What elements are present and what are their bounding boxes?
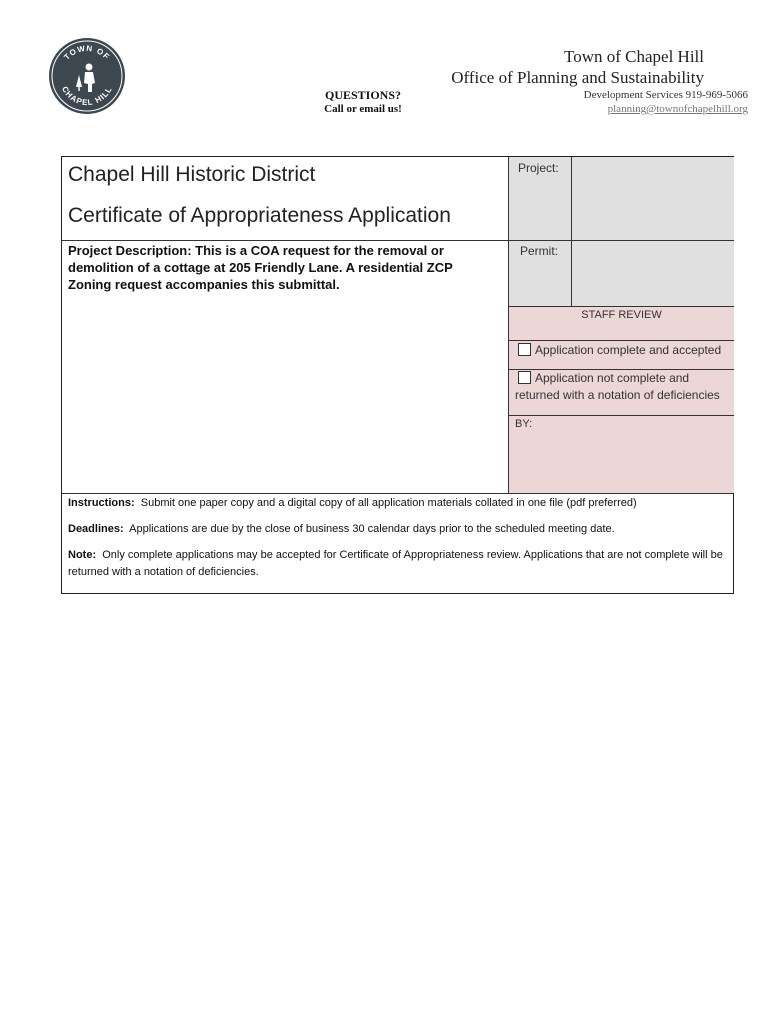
option-incomplete-label-2: returned with a notation of deficiencies	[515, 388, 720, 402]
questions-block	[300, 88, 426, 116]
form-notes	[68, 495, 728, 590]
staff-review-label: STAFF REVIEW	[581, 309, 662, 321]
option-incomplete	[518, 371, 689, 386]
general-note: Note: Only complete applications may be accepted for Certificate of Appropriateness review. Applications that are not complete will be returned with a notation of deficiencies.	[68, 549, 723, 578]
by-label: BY:	[515, 418, 533, 430]
form-subtitle: Certificate of Appropriateness Application	[68, 204, 451, 227]
contact-email-link[interactable]: planning@townofchapelhill.org	[607, 103, 748, 115]
project-field[interactable]	[572, 157, 734, 241]
contact-phone: Development Services 919-969-5066	[583, 89, 748, 101]
complete-checkbox[interactable]	[518, 343, 531, 356]
incomplete-checkbox[interactable]	[518, 371, 531, 384]
by-field[interactable]	[509, 416, 734, 493]
seal-text-top: TOWN OF	[62, 43, 112, 62]
organization-block	[451, 46, 704, 88]
questions-heading: QUESTIONS?	[324, 88, 402, 102]
permit-field[interactable]	[572, 241, 734, 307]
project-label: Project:	[518, 161, 559, 175]
org-name: Town of Chapel Hill	[564, 47, 704, 66]
application-form	[61, 156, 734, 594]
project-description: Project Description: This is a COA request for the removal or demolition of a cottage at 205 Friendly Lane. A residential ZCP Zoning request accompanies this submittal.	[68, 243, 453, 292]
option-complete-label: Application complete and accepted	[535, 343, 722, 357]
deadlines-note: Deadlines: Applications are due by the close of business 30 calendar days prior to the scheduled meeting date.	[68, 523, 615, 535]
permit-label: Permit:	[520, 244, 559, 258]
contact-block	[584, 88, 748, 116]
option-incomplete-label-1: Application not complete and	[535, 371, 690, 385]
questions-subheading: Call or email us!	[324, 103, 402, 115]
town-seal-logo	[48, 37, 126, 115]
instructions-note: Instructions: Submit one paper copy and a digital copy of all application materials collated in one file (pdf preferred)	[68, 497, 637, 509]
org-office: Office of Planning and Sustainability	[451, 68, 704, 87]
option-complete	[518, 343, 721, 358]
form-title: Chapel Hill Historic District	[68, 163, 316, 186]
seal-text-bottom: CHAPEL HILL	[60, 84, 114, 108]
